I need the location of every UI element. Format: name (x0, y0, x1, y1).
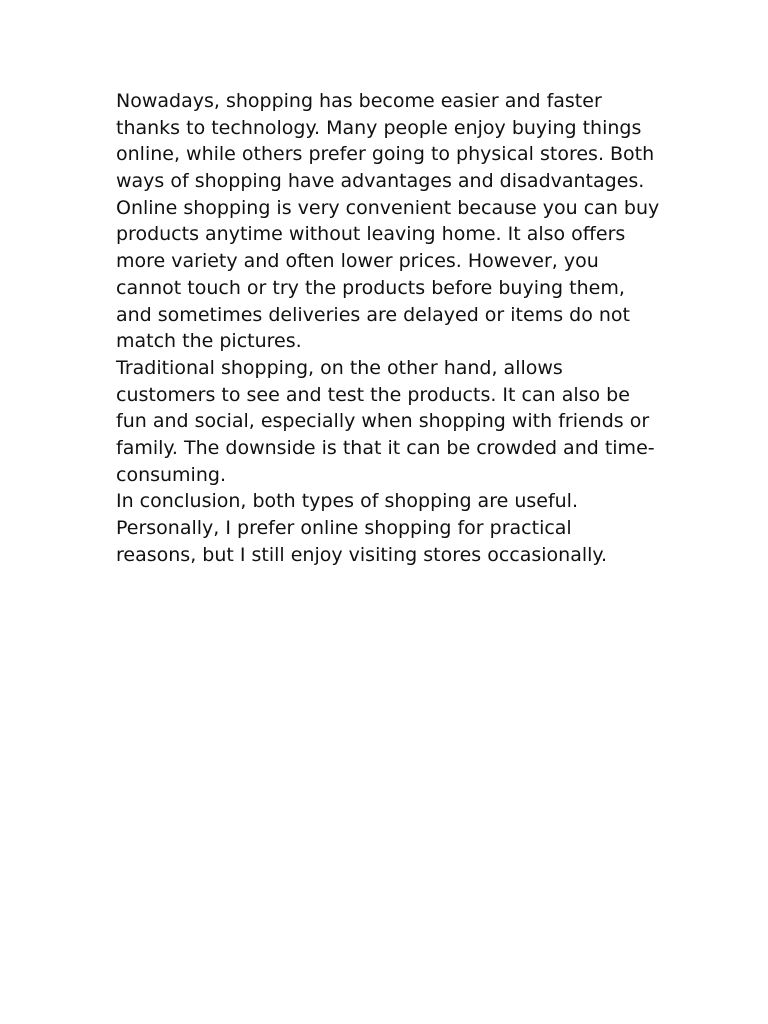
text-line: products anytime without leaving home. It also offers (116, 223, 626, 246)
text-line: cannot touch or try the products before buying them, (116, 276, 625, 299)
text-line: thanks to technology. Many people enjoy buying things (116, 116, 642, 139)
paragraph-conclusion (116, 488, 664, 568)
text-line: consuming. (116, 463, 226, 486)
text-line: In conclusion, both types of shopping are useful. (116, 490, 578, 513)
document-body (116, 88, 664, 568)
text-line: Nowadays, shopping has become easier and faster (116, 90, 602, 112)
text-line: Online shopping is very convenient because you can buy (116, 196, 660, 219)
text-line: reasons, but I still enjoy visiting stores occasionally. (116, 543, 607, 566)
text-line: customers to see and test the products. It can also be (116, 383, 630, 406)
paragraph-online-shopping (116, 195, 664, 355)
text-line: fun and social, especially when shopping with friends or (116, 410, 650, 433)
paragraph-intro (116, 88, 664, 195)
text-line: family. The downside is that it can be crowded and time- (116, 436, 655, 459)
text-line: online, while others prefer going to physical stores. Both (116, 143, 655, 166)
text-line: more variety and often lower prices. However, you (116, 250, 599, 273)
text-line: match the pictures. (116, 330, 302, 353)
text-line: Traditional shopping, on the other hand, allows (116, 356, 563, 379)
paragraph-traditional-shopping (116, 355, 664, 488)
text-line: and sometimes deliveries are delayed or items do not (116, 303, 630, 326)
text-line: Personally, I prefer online shopping for practical (116, 517, 572, 539)
text-line: ways of shopping have advantages and disadvantages. (116, 170, 645, 193)
